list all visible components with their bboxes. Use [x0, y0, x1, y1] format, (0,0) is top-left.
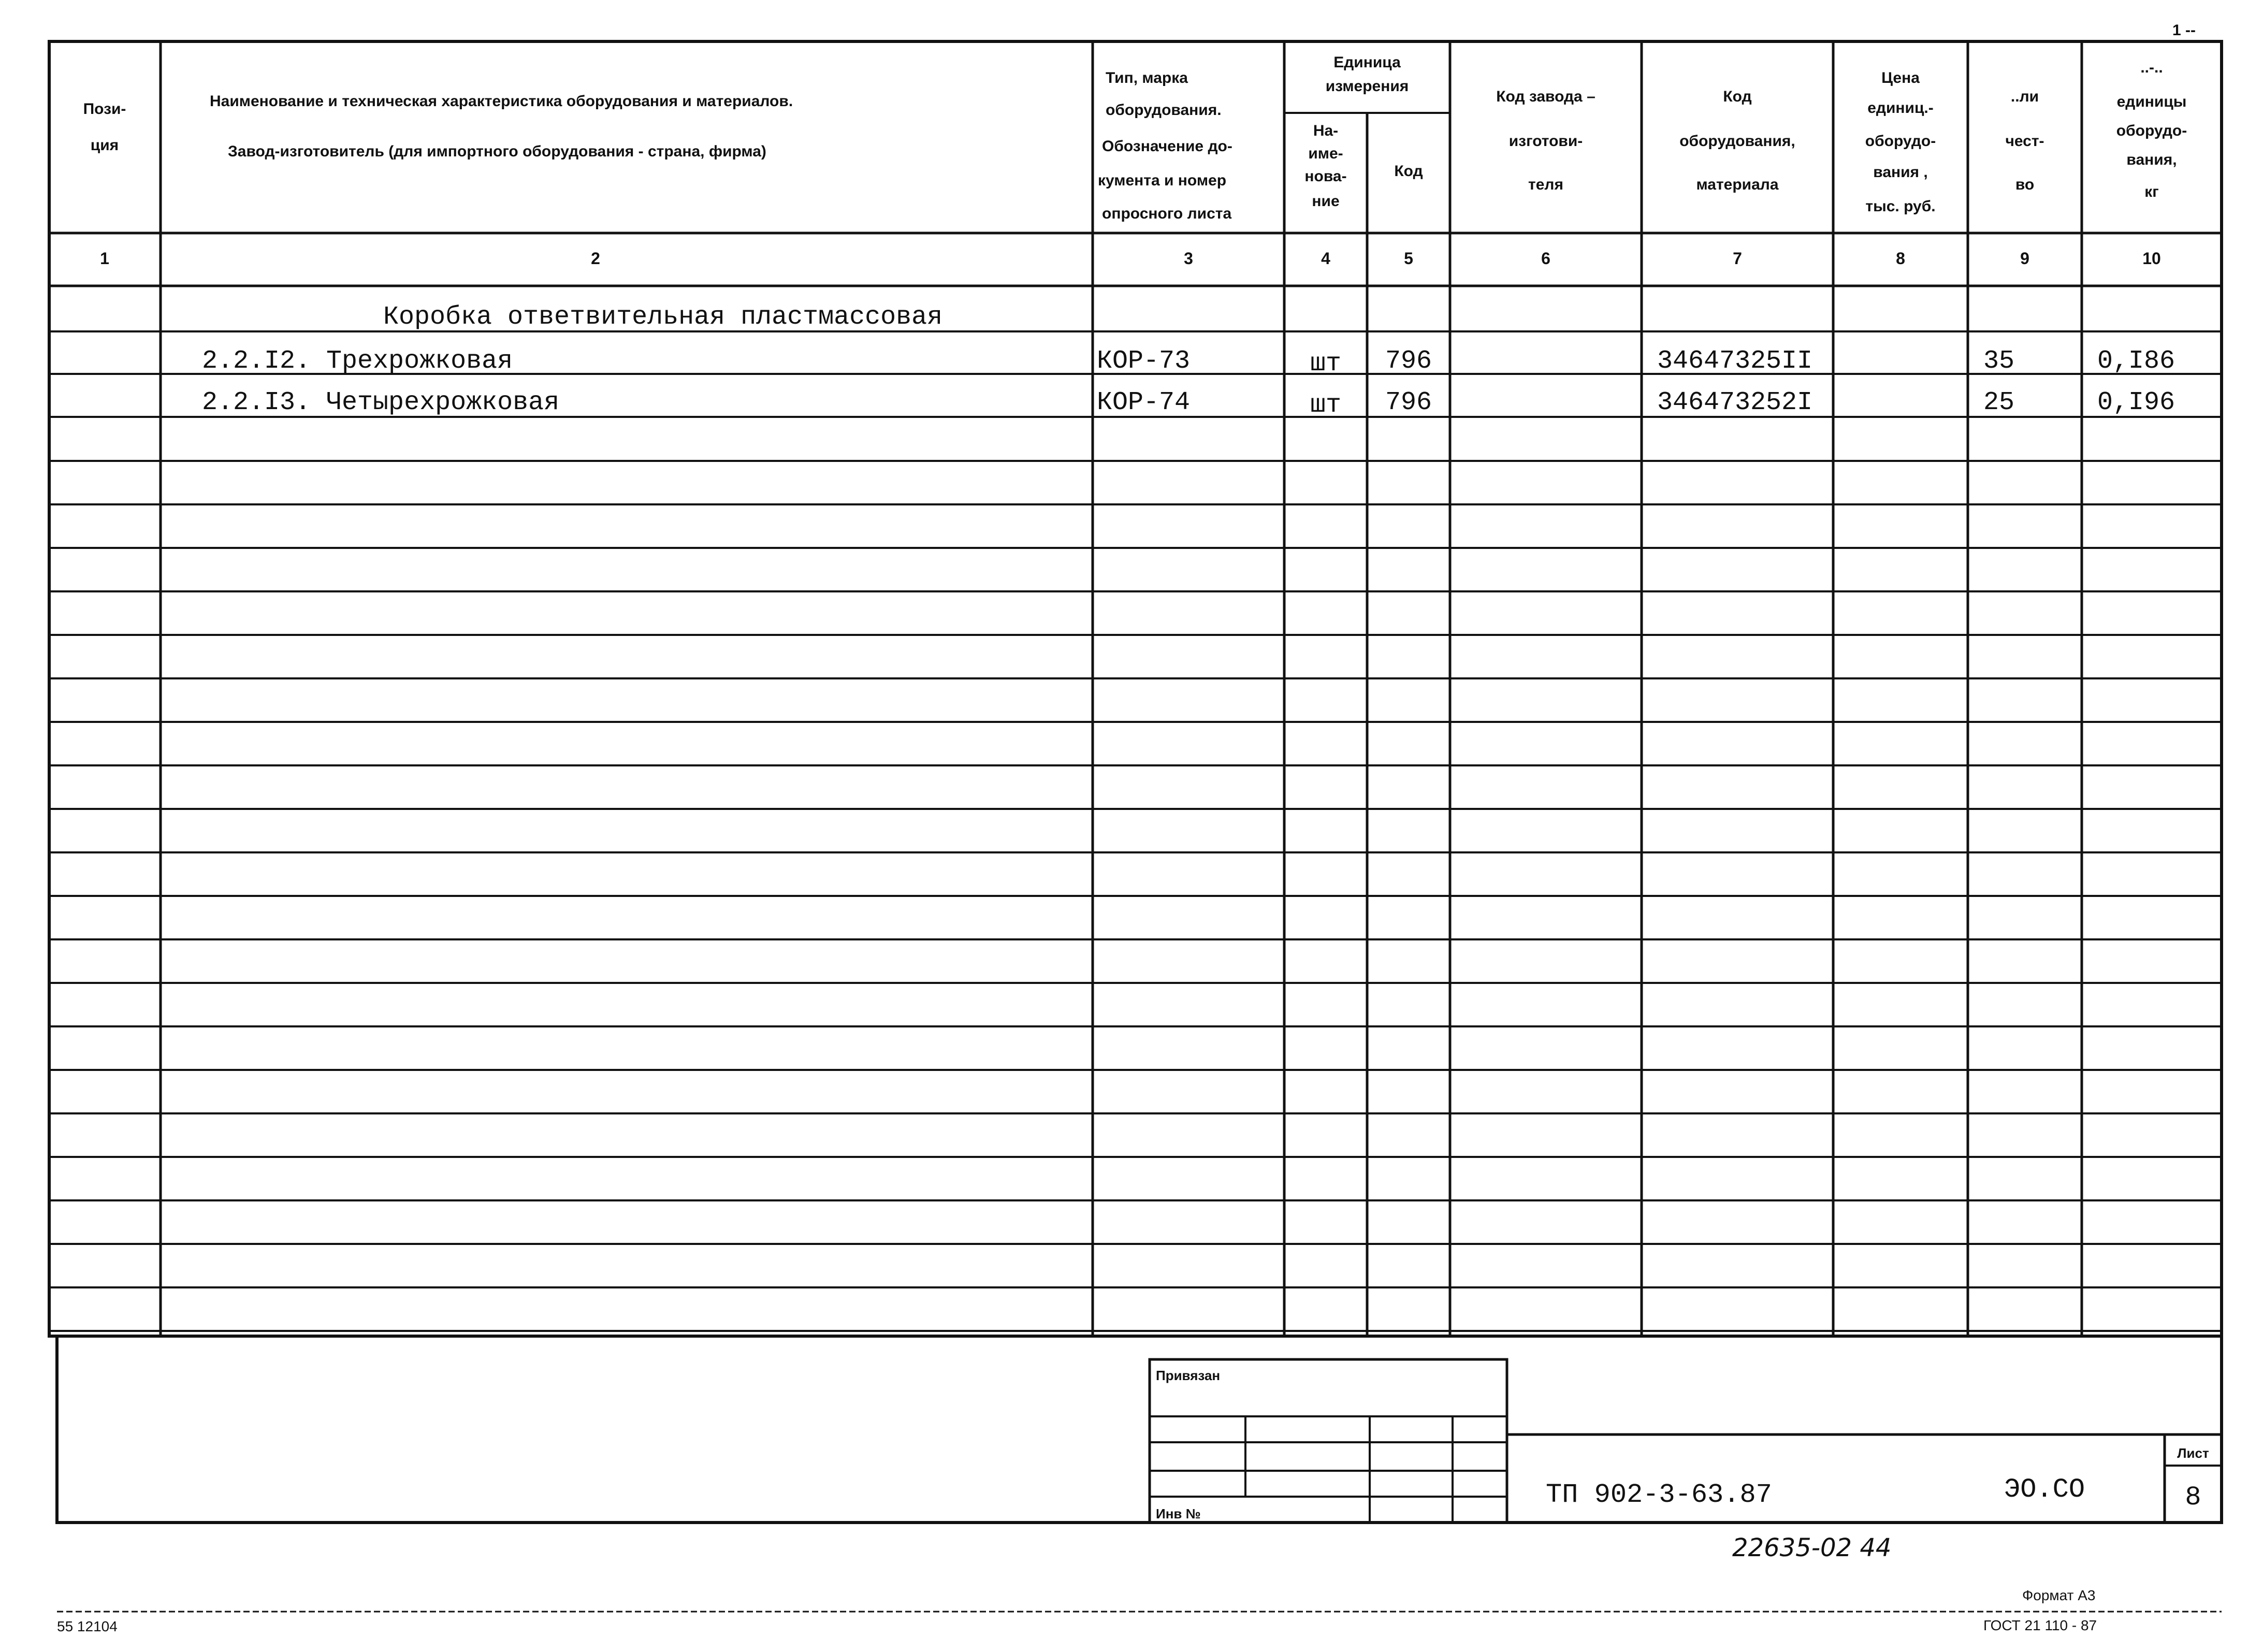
header-col-10-line-5: кг — [2144, 183, 2159, 200]
document-suffix: ЭО.СО — [2004, 1474, 2085, 1505]
col-number-4: 4 — [1321, 249, 1330, 268]
row-2-mass: 0,I86 — [2097, 346, 2175, 376]
header-col-9-line-3: во — [2015, 176, 2035, 193]
row-2-type: КОР-73 — [1097, 346, 1191, 376]
unit-group-line-1: Единица — [1333, 54, 1401, 71]
row-2-code: 34647325II — [1657, 346, 1813, 376]
header-col-10-line-2: единицы — [2116, 93, 2187, 110]
col-number-10: 10 — [2142, 249, 2161, 268]
header-col-4-line-4: ние — [1312, 193, 1340, 210]
table-body — [202, 302, 2175, 420]
sheet-label: Лист — [2177, 1445, 2209, 1461]
column-lines — [161, 41, 2082, 1336]
row-1-name: Коробка ответвительная пластмассовая — [383, 302, 943, 332]
header-col-2-line-1: Наименование и техническая характеристика оборудования и материалов. — [210, 93, 793, 110]
header-col-7-line-2: оборудования, — [1679, 133, 1795, 150]
corner-mark: 1 -- — [2172, 22, 2196, 39]
header-col-1-line-2: ция — [90, 137, 119, 154]
table-frame — [49, 41, 2222, 1336]
row-3-name: 2.2.I3. Четырехрожковая — [202, 388, 560, 417]
col-number-2: 2 — [591, 249, 600, 268]
header-col-9-line-1: ..ли — [2010, 88, 2039, 105]
header-col-9-line-2: чест- — [2005, 133, 2044, 150]
row-3-type: КОР-74 — [1097, 388, 1191, 417]
header-col-8-line-1: Цена — [1881, 69, 1920, 86]
header-col-3-line-3: Обозначение до- — [1102, 138, 1232, 155]
col-number-6: 6 — [1541, 249, 1550, 268]
row-2-qty: 35 — [1983, 346, 2015, 376]
header-col-3-line-1: Тип, марка — [1106, 69, 1188, 86]
header-col-8-line-5: тыс. руб. — [1865, 198, 1936, 215]
header-col-3-line-5: опросного листа — [1102, 205, 1232, 222]
header-col-3-line-4: кумента и номер — [1098, 172, 1227, 189]
header-col-7-line-1: Код — [1723, 88, 1752, 105]
sheet-number: 8 — [2185, 1482, 2201, 1513]
header-col-7-line-3: материала — [1696, 176, 1779, 193]
header-col-5: Код — [1394, 163, 1423, 180]
header-col-10-line-4: вания, — [2126, 151, 2177, 168]
header-col-8-line-3: оборудо- — [1865, 133, 1936, 150]
header-col-6-line-1: Код завода – — [1496, 88, 1595, 105]
header-col-2-line-2: Завод-изготовитель (для импортного оборудования - страна, фирма) — [228, 143, 766, 160]
col-number-3: 3 — [1184, 249, 1193, 268]
header-col-10-line-3: оборудо- — [2116, 122, 2187, 139]
footer-format: Формат А3 — [2022, 1587, 2096, 1603]
header-col-10-line-1: ..-.. — [2140, 59, 2163, 76]
col-number-8: 8 — [1896, 249, 1905, 268]
row-3-unit-code: 796 — [1385, 388, 1432, 417]
footer-gost: ГОСТ 21 110 - 87 — [1983, 1617, 2097, 1633]
column-number-row — [100, 249, 2161, 268]
header-col-6-line-2: изготови- — [1508, 133, 1583, 150]
row-3-unit: шт — [1310, 390, 1342, 420]
row-3-mass: 0,I96 — [2097, 388, 2175, 417]
row-lines — [49, 331, 2222, 1331]
col-number-9: 9 — [2020, 249, 2029, 268]
footer-left-code: 55 12104 — [57, 1618, 118, 1634]
row-3-qty: 25 — [1983, 388, 2015, 417]
header-col-6-line-3: теля — [1528, 176, 1563, 193]
privyazan-label: Привязан — [1156, 1368, 1221, 1383]
inventory-number-label: Инв № — [1156, 1506, 1201, 1521]
header-col-8-line-4: вания , — [1873, 164, 1928, 181]
header-col-8-line-2: единиц.- — [1867, 99, 1934, 117]
header-col-4-line-2: име- — [1308, 145, 1343, 162]
title-block — [57, 1336, 2222, 1523]
handwritten-archive-number: 22635-02 44 — [1732, 1533, 1892, 1562]
col-number-5: 5 — [1404, 249, 1413, 268]
row-2-unit: шт — [1310, 349, 1342, 379]
header-col-4-line-1: На- — [1313, 122, 1339, 139]
row-2-name: 2.2.I2. Трехрожковая — [202, 346, 513, 376]
header-col-1-line-1: Пози- — [83, 100, 126, 118]
col-number-7: 7 — [1733, 249, 1742, 268]
col-number-1: 1 — [100, 249, 109, 268]
header-col-4-line-3: нова- — [1304, 168, 1347, 185]
document-code: ТП 902-3-63.87 — [1546, 1480, 1772, 1510]
row-3-code: 346473252I — [1657, 388, 1813, 417]
unit-group-line-2: измерения — [1325, 78, 1409, 95]
footer — [57, 1587, 2222, 1634]
table-header — [83, 54, 2187, 222]
row-2-unit-code: 796 — [1385, 346, 1432, 376]
header-col-3-line-2: оборудования. — [1106, 102, 1222, 119]
